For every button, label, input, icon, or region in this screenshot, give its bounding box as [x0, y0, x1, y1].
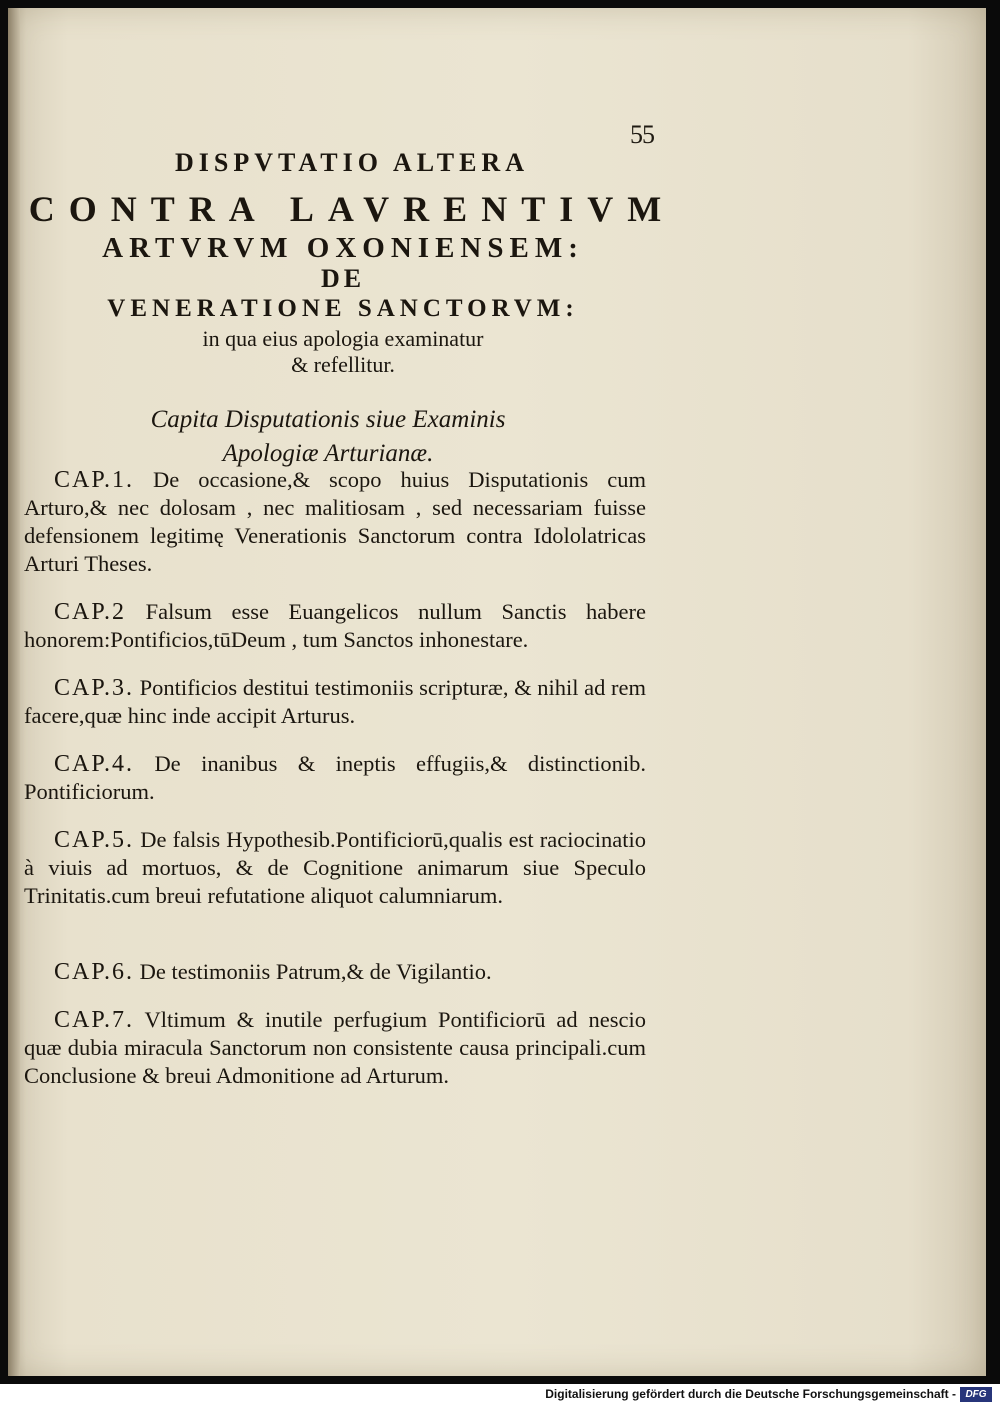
chapter-label: CAP.2	[54, 599, 127, 625]
chapter-entry-1	[24, 466, 646, 578]
title-line-5: VENERATIONE SANCTORVM:	[107, 295, 579, 322]
chapter-label: CAP.3.	[54, 675, 135, 701]
subtitle-line-2: & refellitur.	[291, 352, 395, 377]
chapter-entry-6	[24, 958, 646, 986]
contents-heading-line-2: Apologiæ Arturianæ.	[222, 440, 434, 467]
funding-credit: Digitalisierung gefördert durch die Deutsche Forschungsgemeinschaft -	[545, 1387, 956, 1401]
chapter-text: De testimoniis Patrum,& de Vigilantio.	[139, 959, 492, 984]
chapter-entry-5	[24, 826, 646, 910]
chapter-label: CAP.7.	[54, 1007, 135, 1033]
chapter-text: Pontificios destitui testimoniis scripturæ, & nihil ad rem facere,quæ hinc inde accipit Arturus.	[24, 675, 646, 728]
chapter-entry-4	[24, 750, 646, 806]
chapter-text: De inanibus & ineptis effugiis,& distinctionib. Pontificiorum.	[24, 751, 646, 804]
chapter-entry-2	[24, 598, 646, 654]
chapter-label: CAP.5.	[54, 827, 135, 853]
chapter-entry-3	[24, 674, 646, 730]
page-number: 55	[630, 120, 654, 149]
title-line-2: CONTRA LAVRENTIVM	[28, 189, 676, 229]
title-line-4: DE	[320, 264, 366, 293]
chapter-entry-7	[24, 1006, 646, 1090]
subtitle-line-1: in qua eius apologia examinatur	[202, 326, 484, 351]
chapter-text: De occasione,& scopo huius Disputationis cum Arturo,& nec dolosam , nec malitiosam , sed necessariam fuisse defensionem legitimę Venerationis Sanctorum contra Idololatricas Arturi Theses.	[24, 467, 646, 576]
book-page	[8, 8, 986, 1376]
chapter-label: CAP.1.	[54, 467, 135, 493]
chapter-label: CAP.4.	[54, 751, 135, 777]
chapter-label: CAP.6.	[54, 959, 135, 985]
chapter-text: Falsum esse Euangelicos nullum Sanctis habere honorem:Pontificios,tūDeum , tum Sanctos inhonestare.	[24, 599, 646, 652]
chapter-text: Vltimum & inutile perfugium Pontificiorū ad nescio quæ dubia miracula Sanctorum non consistente causa principali.cum Conclusione & breui Admonitione ad Arturum.	[24, 1007, 646, 1088]
contents-heading-line-1: Capita Disputationis siue Examinis	[150, 406, 506, 433]
chapter-text: De falsis Hypothesib.Pontificiorū,qualis est raciocinatio à viuis ad mortuos, & de Cognitione animarum siue Speculo Trinitatis.cum breui refutatione aliquot calumniarum.	[24, 827, 646, 908]
title-line-1: DISPVTATIO ALTERA	[175, 148, 529, 177]
footer-bar	[0, 1384, 1000, 1406]
dfg-logo-icon: DFG	[960, 1387, 992, 1402]
title-line-3: ARTVRVM OXONIENSEM:	[102, 232, 584, 264]
page-binding-edge	[8, 8, 20, 1376]
